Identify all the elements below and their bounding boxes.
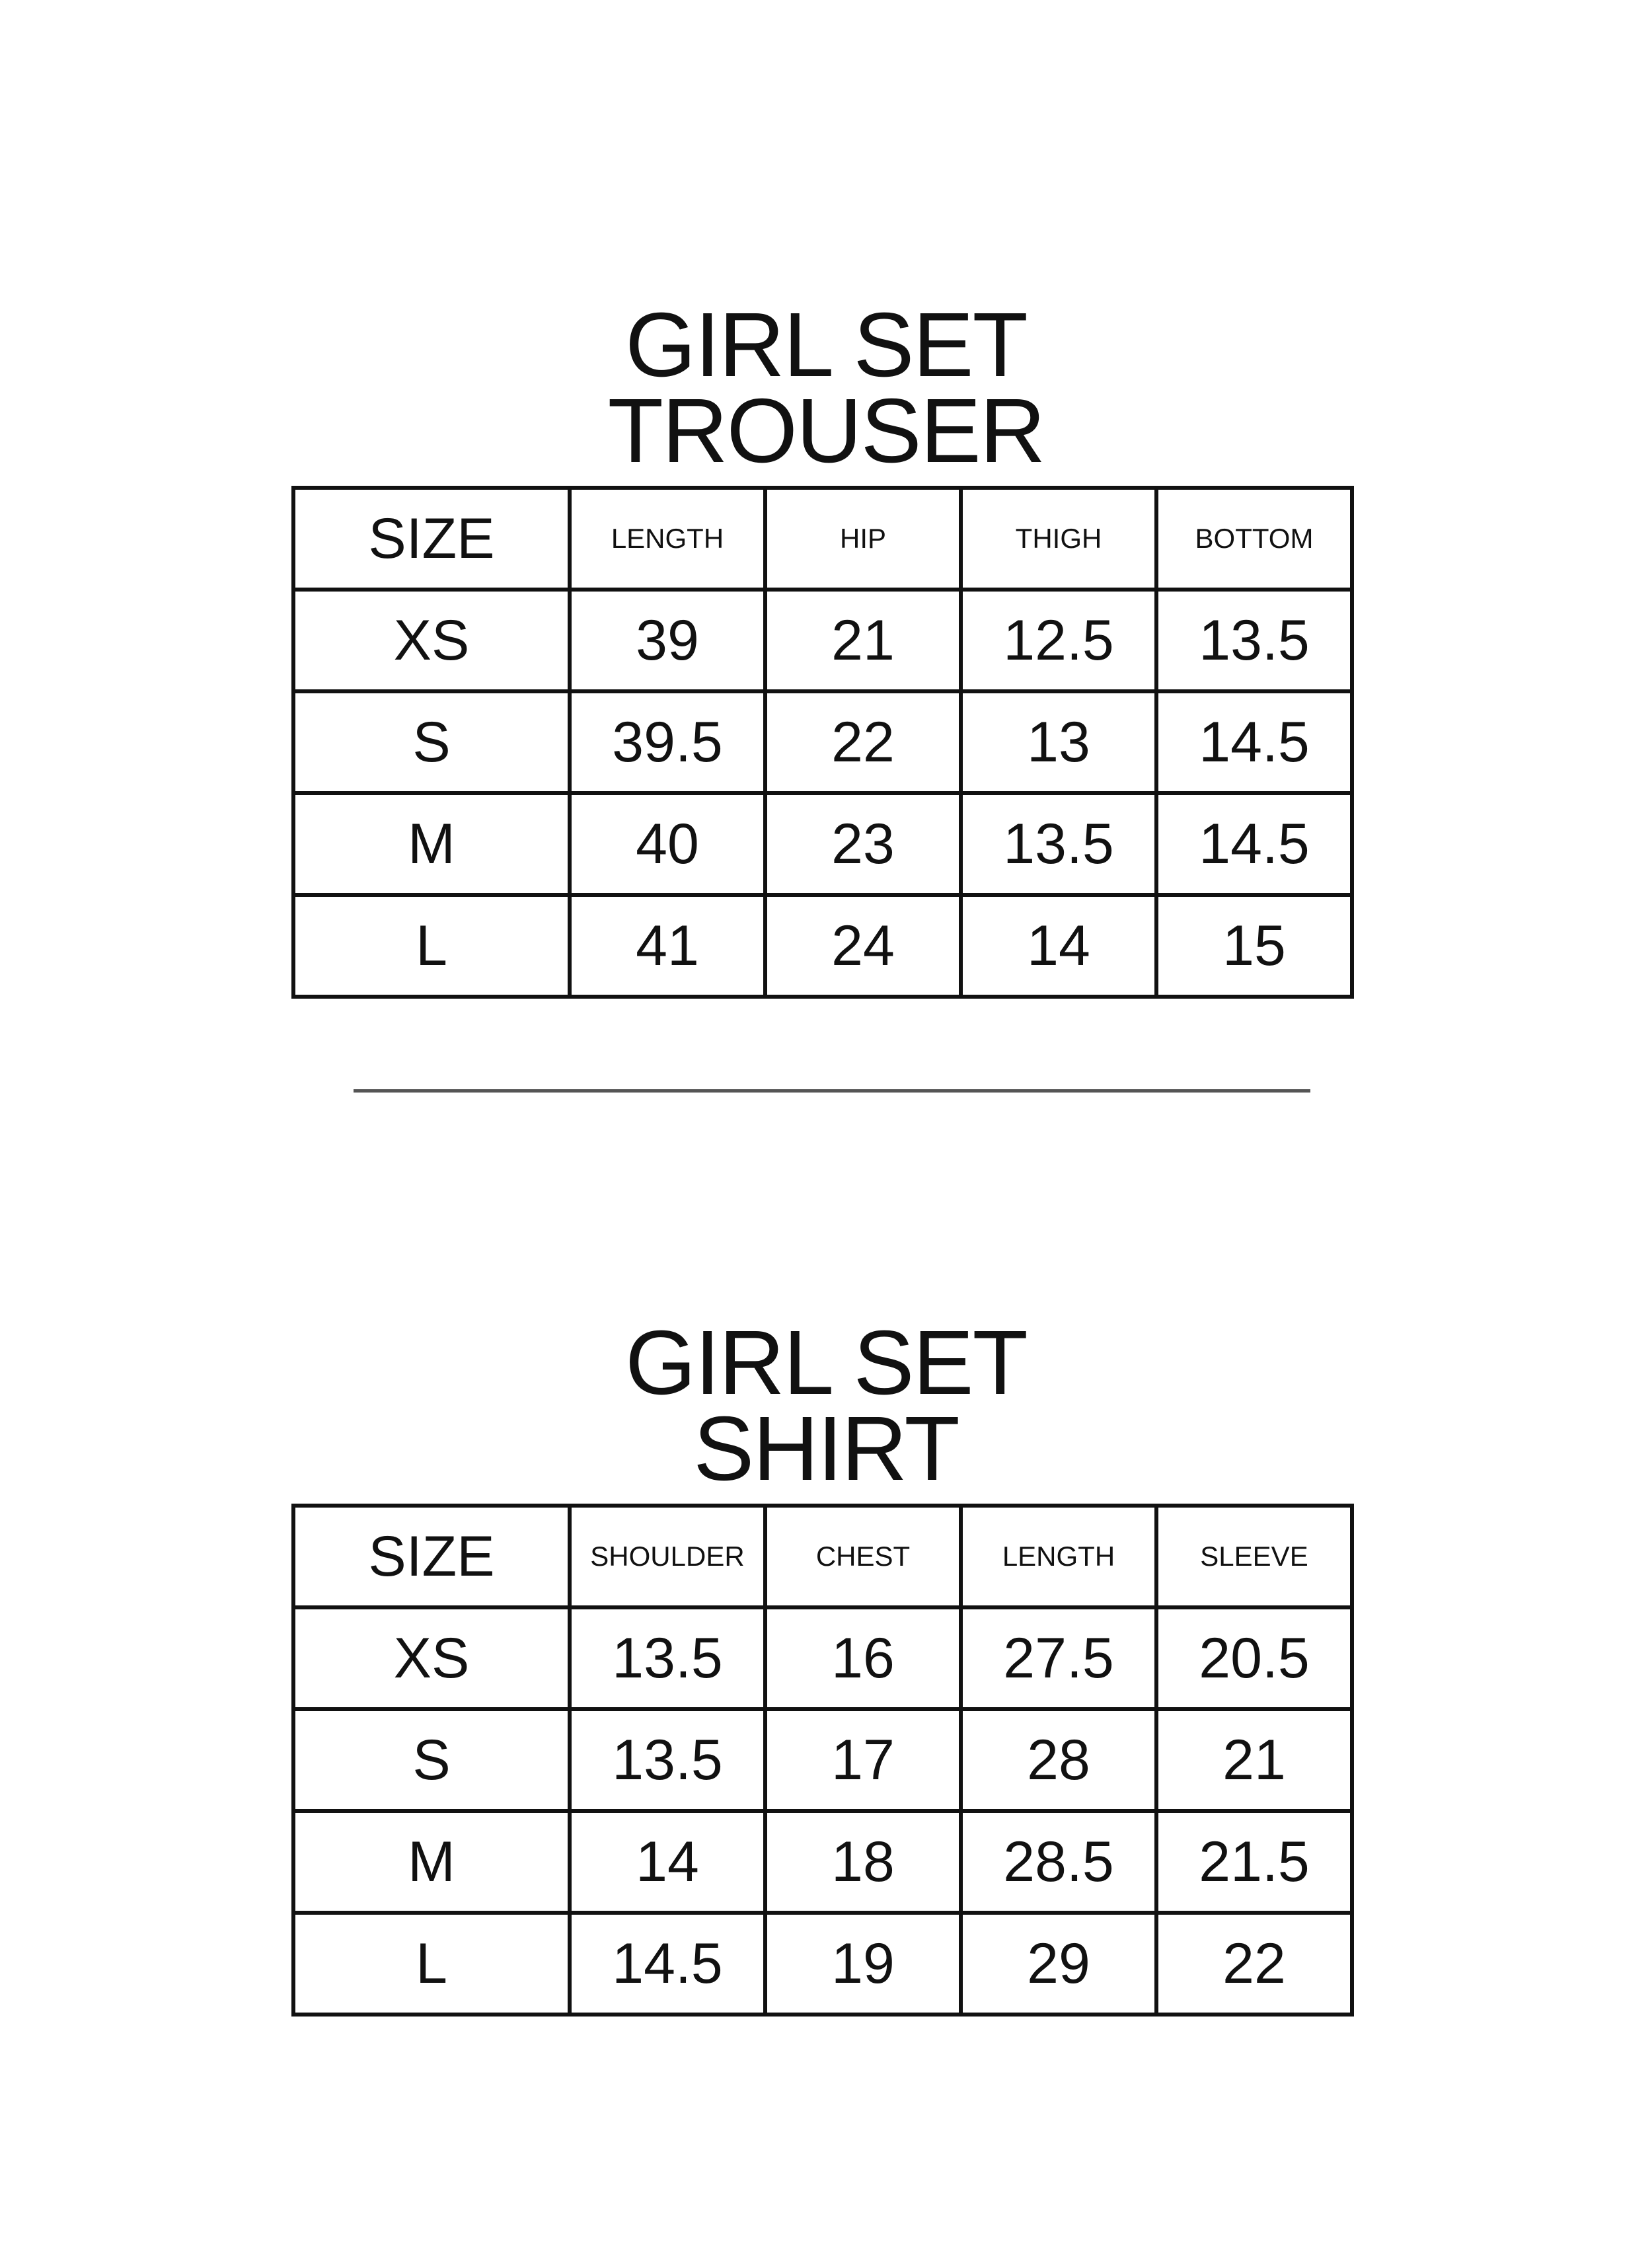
value-cell: 19 <box>765 1913 961 2015</box>
value-cell: 22 <box>765 691 961 793</box>
trouser-title-line2: TROUSER <box>607 380 1045 482</box>
header-size: SIZE <box>293 488 570 590</box>
header-size: SIZE <box>293 1506 570 1607</box>
value-cell: 18 <box>765 1811 961 1913</box>
table-row <box>293 1811 1352 1913</box>
table-header-row <box>293 1506 1352 1607</box>
size-cell: XS <box>293 590 570 691</box>
trouser-title <box>0 294 1652 482</box>
value-cell: 24 <box>765 895 961 997</box>
header-thigh: THIGH <box>961 488 1156 590</box>
value-cell: 14.5 <box>1156 793 1352 895</box>
value-cell: 13.5 <box>570 1709 765 1811</box>
value-cell: 14.5 <box>570 1913 765 2015</box>
table-row <box>293 691 1352 793</box>
value-cell: 28.5 <box>961 1811 1156 1913</box>
table-row <box>293 1607 1352 1709</box>
shirt-title-line2: SHIRT <box>693 1398 959 1500</box>
value-cell: 13.5 <box>570 1607 765 1709</box>
value-cell: 14 <box>961 895 1156 997</box>
value-cell: 39.5 <box>570 691 765 793</box>
shirt-title <box>0 1312 1652 1500</box>
trouser-title-line1: GIRL SET <box>625 294 1027 397</box>
table-row <box>293 793 1352 895</box>
size-cell: M <box>293 1811 570 1913</box>
header-length: LENGTH <box>961 1506 1156 1607</box>
section-divider <box>354 1089 1310 1093</box>
value-cell: 22 <box>1156 1913 1352 2015</box>
value-cell: 12.5 <box>961 590 1156 691</box>
value-cell: 21 <box>1156 1709 1352 1811</box>
shirt-size-table <box>291 1504 1354 2017</box>
value-cell: 27.5 <box>961 1607 1156 1709</box>
header-bottom: BOTTOM <box>1156 488 1352 590</box>
size-cell: XS <box>293 1607 570 1709</box>
size-cell: M <box>293 793 570 895</box>
value-cell: 23 <box>765 793 961 895</box>
table-row <box>293 1913 1352 2015</box>
table-header-row <box>293 488 1352 590</box>
value-cell: 28 <box>961 1709 1156 1811</box>
value-cell: 13.5 <box>961 793 1156 895</box>
value-cell: 13 <box>961 691 1156 793</box>
value-cell: 14.5 <box>1156 691 1352 793</box>
value-cell: 20.5 <box>1156 1607 1352 1709</box>
value-cell: 41 <box>570 895 765 997</box>
value-cell: 21.5 <box>1156 1811 1352 1913</box>
table-row <box>293 895 1352 997</box>
size-cell: S <box>293 1709 570 1811</box>
value-cell: 29 <box>961 1913 1156 2015</box>
size-cell: S <box>293 691 570 793</box>
shirt-title-line1: GIRL SET <box>625 1312 1027 1414</box>
value-cell: 21 <box>765 590 961 691</box>
header-length: LENGTH <box>570 488 765 590</box>
header-hip: HIP <box>765 488 961 590</box>
value-cell: 39 <box>570 590 765 691</box>
table-row <box>293 590 1352 691</box>
value-cell: 13.5 <box>1156 590 1352 691</box>
header-chest: CHEST <box>765 1506 961 1607</box>
header-sleeve: SLEEVE <box>1156 1506 1352 1607</box>
value-cell: 16 <box>765 1607 961 1709</box>
value-cell: 14 <box>570 1811 765 1913</box>
size-cell: L <box>293 1913 570 2015</box>
size-cell: L <box>293 895 570 997</box>
table-row <box>293 1709 1352 1811</box>
value-cell: 40 <box>570 793 765 895</box>
value-cell: 17 <box>765 1709 961 1811</box>
value-cell: 15 <box>1156 895 1352 997</box>
trouser-size-table <box>291 486 1354 999</box>
header-shoulder: SHOULDER <box>570 1506 765 1607</box>
